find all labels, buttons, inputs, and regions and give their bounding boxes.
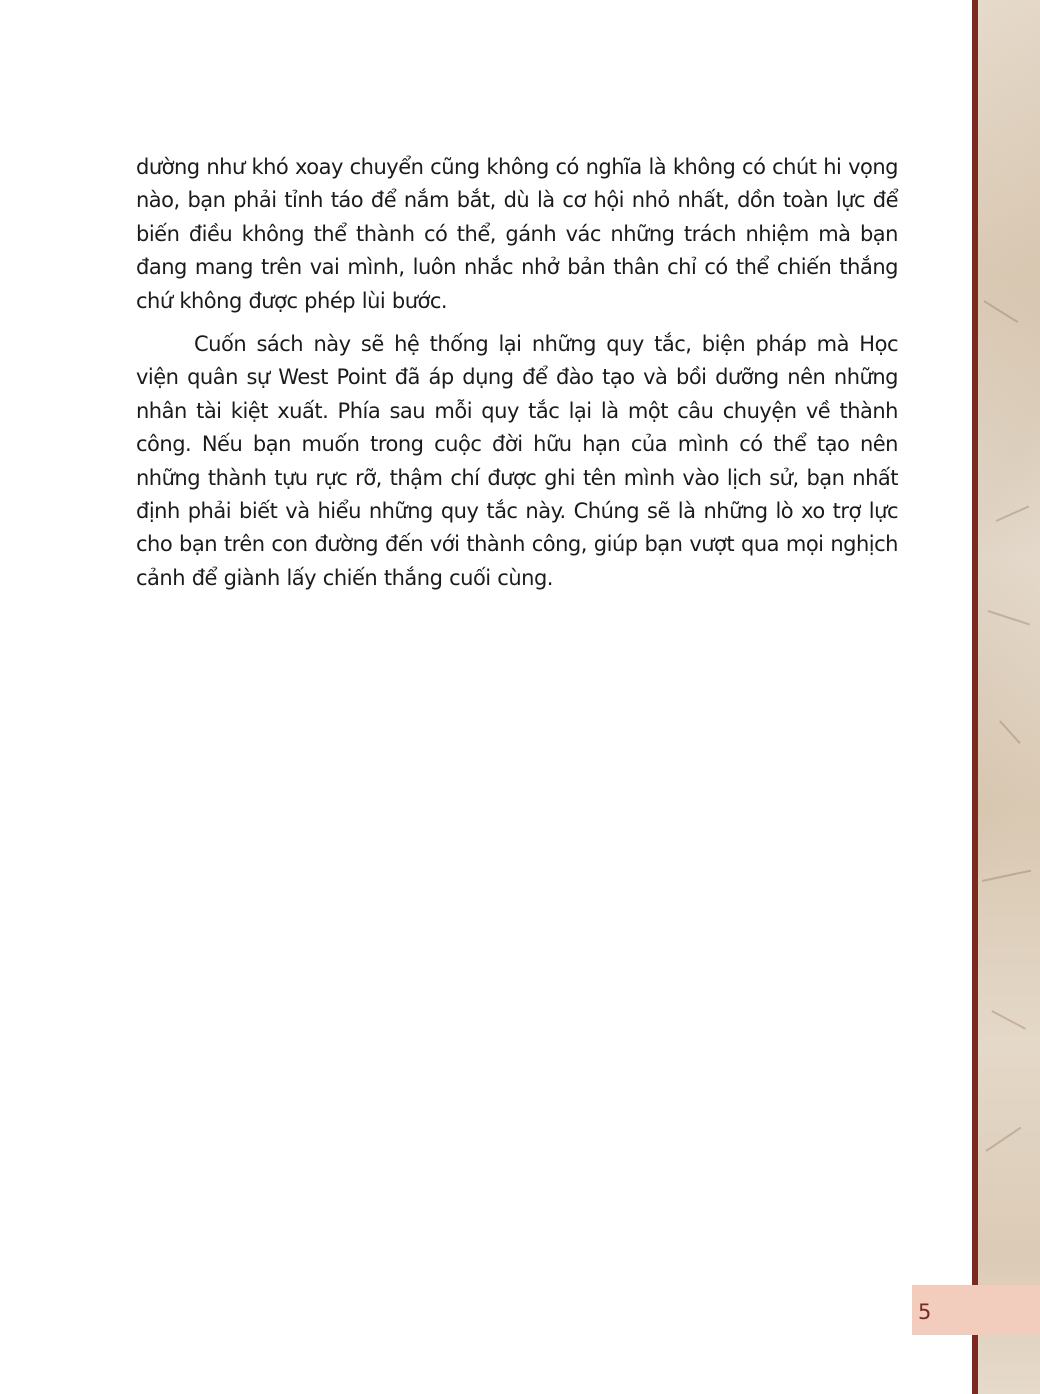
red-edge-rule xyxy=(972,0,978,1394)
body-text xyxy=(136,151,898,605)
paragraph-book-overview: Cuốn sách này sẽ hệ thống lại những quy tắc, biện pháp mà Học viện quân sự West Point đã áp dụng để đào tạo và bồi dưỡng nên những nhân tài kiệt xuất. Phía sau mỗi quy tắc lại là một câu chuyện về thành công. Nếu bạn muốn trong cuộc đời hữu hạn của mình có thể tạo nên những thành tựu rực rỡ, thậm chí được ghi tên mình vào lịch sử, bạn nhất định phải biết và hiểu những quy tắc này. Chúng sẽ là những lò xo trợ lực cho bạn trên con đường đến với thành công, giúp bạn vượt qua mọi nghịch cảnh để giành lấy chiến thắng cuối cùng. xyxy=(136,332,898,590)
decorative-paper-edge xyxy=(978,0,1040,1394)
page-number: 5 xyxy=(918,1300,932,1324)
paragraph-continued: dường như khó xoay chuyển cũng không có nghĩa là không có chút hi vọng nào, bạn phải tỉnh táo để nắm bắt, dù là cơ hội nhỏ nhất, dồn toàn lực để biến điều không thể thành có thể, gánh vác những trách nhiệm mà bạn đang mang trên vai mình, luôn nhắc nhở bản thân chỉ có thể chiến thắng chứ không được phép lùi bước. xyxy=(136,155,898,313)
